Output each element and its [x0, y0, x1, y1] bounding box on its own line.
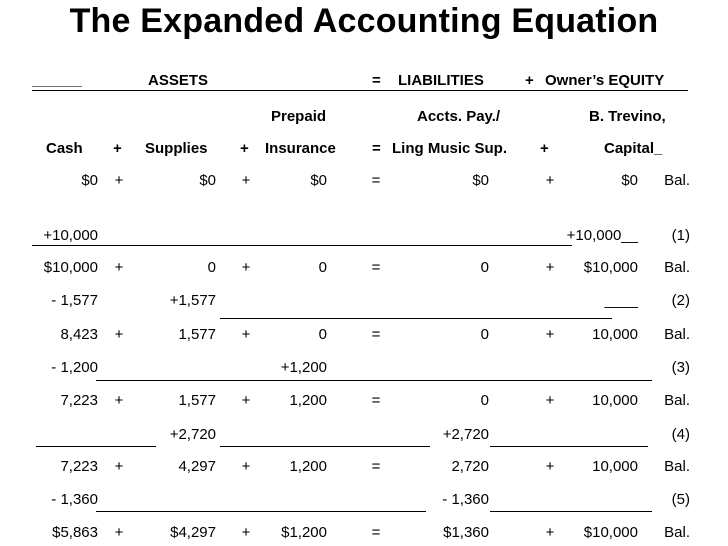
row-3-p2: +	[241, 259, 251, 276]
row-6-insurance: +1,200	[280, 359, 327, 376]
row-11-p3: +	[545, 524, 555, 541]
row-2-capital: +10,000__	[566, 227, 638, 244]
row-4-capital: ____	[604, 292, 638, 309]
row-1-label: Bal.	[664, 172, 690, 189]
row-10-liab: - 1,360	[442, 491, 489, 508]
row-3-label: Bal.	[664, 259, 690, 276]
rule-row-4b	[220, 446, 430, 447]
row-3-eq: =	[371, 259, 381, 276]
row-7-label: Bal.	[664, 392, 690, 409]
row-7-p1: +	[114, 392, 124, 409]
row-11-insurance: $1,200	[281, 524, 327, 541]
row-1-insurance: $0	[310, 172, 327, 189]
row-5-eq: =	[371, 326, 381, 343]
row-3-liab: 0	[480, 259, 489, 276]
row-4-supplies: +1,577	[169, 292, 216, 309]
row-2-cash: +10,000	[43, 227, 98, 244]
rule-row-2	[220, 318, 612, 319]
row-5-supplies: 1,577	[178, 326, 216, 343]
row-1-p2: +	[241, 172, 251, 189]
page-title: The Expanded Accounting Equation	[69, 2, 659, 40]
header-plus: +	[525, 72, 534, 89]
row-7-p3: +	[545, 392, 555, 409]
row-5-insurance: 0	[318, 326, 327, 343]
header-owners-equity: Owner’s EQUITY	[545, 72, 665, 89]
row-1-p1: +	[114, 172, 124, 189]
rule-row-5a	[96, 511, 426, 512]
header-supplies: Supplies	[145, 140, 208, 157]
row-7-insurance: 1,200	[289, 392, 327, 409]
row-8-supplies: +2,720	[169, 426, 216, 443]
row-1-eq: =	[371, 172, 381, 189]
row-3-cash: $10,000	[43, 259, 98, 276]
row-6-cash: - 1,200	[51, 359, 98, 376]
rule-row-1	[32, 245, 572, 246]
row-3-supplies: 0	[207, 259, 216, 276]
header-liabilities: LIABILITIES	[398, 72, 484, 89]
row-11-supplies: $4,297	[170, 524, 216, 541]
row-5-cash: 8,423	[60, 326, 98, 343]
rule-row-3	[96, 380, 652, 381]
row-4-cash: - 1,577	[51, 292, 98, 309]
row-5-p1: +	[114, 326, 124, 343]
row-11-p2: +	[241, 524, 251, 541]
row-6-label: (3)	[671, 359, 690, 376]
header-rule	[32, 90, 688, 91]
header-accts-pay: Accts. Pay./	[417, 108, 501, 125]
row-8-label: (4)	[671, 426, 690, 443]
header-plus-3: +	[540, 140, 549, 157]
row-10-cash: - 1,360	[51, 491, 98, 508]
row-9-p2: +	[241, 458, 251, 475]
row-3-p1: +	[114, 259, 124, 276]
row-9-eq: =	[371, 458, 381, 475]
row-7-cash: 7,223	[60, 392, 98, 409]
row-7-liab: 0	[480, 392, 489, 409]
row-5-p3: +	[545, 326, 555, 343]
row-7-capital: 10,000	[592, 392, 638, 409]
rule-row-4c	[490, 446, 648, 447]
row-3-insurance: 0	[318, 259, 327, 276]
row-9-supplies: 4,297	[178, 458, 216, 475]
header-plus-2: +	[240, 140, 249, 157]
row-10-label: (5)	[671, 491, 690, 508]
row-11-capital: $10,000	[583, 524, 638, 541]
header-equals: =	[372, 72, 381, 89]
row-1-supplies: $0	[199, 172, 216, 189]
header-blank: ______	[32, 72, 83, 89]
row-9-insurance: 1,200	[289, 458, 327, 475]
row-5-label: Bal.	[664, 326, 690, 343]
header-capital: Capital_	[604, 140, 663, 157]
row-7-supplies: 1,577	[178, 392, 216, 409]
row-9-capital: 10,000	[592, 458, 638, 475]
row-7-eq: =	[371, 392, 381, 409]
row-3-p3: +	[545, 259, 555, 276]
header-cash: Cash	[46, 140, 83, 157]
row-1-liab: $0	[472, 172, 489, 189]
row-2-label: (1)	[671, 227, 690, 244]
row-9-label: Bal.	[664, 458, 690, 475]
row-7-p2: +	[241, 392, 251, 409]
row-8-liab: +2,720	[442, 426, 489, 443]
row-11-cash: $5,863	[52, 524, 98, 541]
row-5-capital: 10,000	[592, 326, 638, 343]
header-trevino: B. Trevino,	[589, 108, 666, 125]
row-11-label: Bal.	[664, 524, 690, 541]
header-equals-2: =	[372, 140, 381, 157]
row-11-liab: $1,360	[443, 524, 489, 541]
row-9-p1: +	[114, 458, 124, 475]
rule-row-5b	[490, 511, 652, 512]
row-5-p2: +	[241, 326, 251, 343]
header-prepaid: Prepaid	[271, 108, 327, 125]
header-ling-music: Ling Music Sup.	[392, 140, 507, 157]
row-5-liab: 0	[480, 326, 489, 343]
header-insurance: Insurance	[265, 140, 336, 157]
row-9-cash: 7,223	[60, 458, 98, 475]
header-plus-1: +	[113, 140, 122, 157]
rule-row-4a	[36, 446, 156, 447]
row-1-cash: $0	[81, 172, 98, 189]
row-3-capital: $10,000	[583, 259, 638, 276]
row-9-p3: +	[545, 458, 555, 475]
row-1-capital: $0	[621, 172, 638, 189]
header-assets: ASSETS	[148, 72, 209, 89]
row-11-eq: =	[371, 524, 381, 541]
row-1-p3: +	[545, 172, 555, 189]
row-11-p1: +	[114, 524, 124, 541]
row-4-label: (2)	[671, 292, 690, 309]
row-9-liab: 2,720	[451, 458, 489, 475]
